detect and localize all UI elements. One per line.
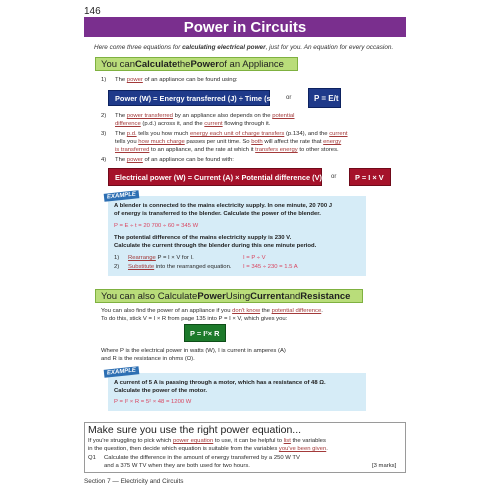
text: (p.134), and the xyxy=(284,131,330,137)
example-step-1 xyxy=(114,255,194,261)
section-heading-current-resistance xyxy=(95,289,363,303)
text: in the question, then decide which equation is suitable from the variables xyxy=(88,446,279,452)
both-link[interactable]: both xyxy=(251,139,263,145)
text: The xyxy=(115,113,127,119)
text: The xyxy=(115,157,127,163)
heading-bold: Power xyxy=(197,290,226,302)
tip-line-2 xyxy=(88,446,328,452)
example-answer: P = I² × R = 5² × 48 = 1200 W xyxy=(114,399,192,405)
text: to use, it can be helpful to xyxy=(213,438,284,444)
heading-bold: Power xyxy=(190,58,219,70)
point-2 xyxy=(101,113,295,119)
page-number: 146 xyxy=(84,6,101,17)
page-title: Power in Circuits xyxy=(84,17,406,37)
power-link[interactable]: power xyxy=(126,157,143,163)
heading-bold: Current xyxy=(250,290,285,302)
example-question: Calculate the current through the blender during this one minute period. xyxy=(114,243,317,249)
example-question: A blender is connected to the mains electricity supply. In one minute, 20 700 J xyxy=(114,203,333,209)
text: . xyxy=(326,446,328,452)
potential-link[interactable]: potential xyxy=(272,113,295,119)
example-tag: EXAMPLE xyxy=(104,190,140,202)
heading-part: the xyxy=(177,58,191,70)
section2-line-1 xyxy=(101,308,323,314)
text: . xyxy=(321,308,323,314)
point-number: 4) xyxy=(101,157,107,163)
example-step-2 xyxy=(114,264,232,270)
potential-difference-link[interactable]: potential difference xyxy=(271,308,322,314)
given-link[interactable]: you've been given xyxy=(278,446,327,452)
text: into the rearranged equation. xyxy=(154,264,232,270)
step-number: 2) xyxy=(114,264,120,270)
point-number: 2) xyxy=(101,113,107,119)
intro-part: Here come three equations for xyxy=(94,44,183,51)
energy-link[interactable]: energy xyxy=(323,139,342,145)
tip-line-1 xyxy=(88,438,326,444)
current-link[interactable]: current xyxy=(204,121,223,127)
intro-part: , just for you. An equation for every occasion. xyxy=(265,44,394,51)
tip-title: Make sure you use the right power equation... xyxy=(88,424,302,436)
section2-line-3: Where P is the electrical power in watts (W), I is current in amperes (A) xyxy=(101,348,286,354)
heading-part: and xyxy=(284,290,301,302)
text: (p.d.) across it, and the xyxy=(140,121,205,127)
formula-p-iv: P = I × V xyxy=(349,168,391,186)
text: P = I × V for I. xyxy=(155,255,194,261)
footer-section-label: Section 7 — Electricity and Circuits xyxy=(84,478,184,485)
power-transferred-link[interactable]: power transferred xyxy=(126,113,173,119)
point-number: 3) xyxy=(101,131,107,137)
pd-link[interactable]: p.d. xyxy=(126,131,137,137)
text: The xyxy=(115,131,127,137)
point-3 xyxy=(101,131,348,137)
intro-emphasis: calculating electrical power xyxy=(182,44,266,51)
power-link[interactable]: power xyxy=(126,77,143,83)
point-number: 1) xyxy=(101,77,107,83)
how-much-charge-link[interactable]: how much charge xyxy=(138,139,185,145)
example-question: Calculate the power of the motor. xyxy=(114,388,207,394)
text: will affect the rate that xyxy=(262,139,324,145)
text: passes per unit time. So xyxy=(184,139,252,145)
example-tag: EXAMPLE xyxy=(104,366,140,378)
text: flowing through it. xyxy=(222,121,271,127)
dont-know-link[interactable]: don't know xyxy=(232,308,261,314)
question-marks: [3 marks] xyxy=(372,463,397,469)
step-1-result: I = P ÷ V xyxy=(243,255,266,261)
heading-part: Using xyxy=(225,290,251,302)
is-transferred-link[interactable]: is transferred xyxy=(115,147,150,153)
difference-link[interactable]: difference xyxy=(115,121,141,127)
example-question: A current of 5 A is passing through a motor, which has a resistance of 48 Ω. xyxy=(114,380,326,386)
point-2-cont xyxy=(115,121,270,127)
text: to other stores. xyxy=(297,147,339,153)
heading-part: You can also Calculate xyxy=(101,290,198,302)
current-link[interactable]: current xyxy=(329,131,348,137)
heading-bold: Resistance xyxy=(300,290,351,302)
energy-per-charge-link[interactable]: energy each unit of charge transfers xyxy=(190,131,285,137)
text: of an appliance can be found using: xyxy=(142,77,238,83)
heading-bold: Calculate xyxy=(135,58,178,70)
text: tells you xyxy=(115,139,139,145)
section2-line-4: and R is the resistance in ohms (Ω). xyxy=(101,356,195,362)
text: to an appliance, and the rate at which it xyxy=(149,147,256,153)
substitute-link[interactable]: Substitute xyxy=(128,264,155,270)
section2-line-2: To do this, stick V = I × R from page 135 into P = I × V, which gives you: xyxy=(101,316,288,322)
formula-p-e-over-t: P = E/t xyxy=(308,88,341,108)
or-label: or xyxy=(286,95,292,101)
example-answer: P = E ÷ t = 20 700 ÷ 60 = 345 W xyxy=(114,223,199,229)
heading-part: You can xyxy=(101,58,135,70)
text: by an appliance also depends on the xyxy=(172,113,273,119)
rearrange-link[interactable]: Rearrange xyxy=(128,255,156,261)
intro-text xyxy=(94,44,404,51)
text: You can also find the power of an appliance if you xyxy=(101,308,233,314)
text: the xyxy=(260,308,272,314)
heading-part: of an Appliance xyxy=(218,58,284,70)
text: the variables xyxy=(290,438,326,444)
example-question: of energy is transferred to the blender. Calculate the power of the blender. xyxy=(114,211,321,217)
step-number: 1) xyxy=(114,255,120,261)
point-4 xyxy=(101,157,234,163)
text: tells you how much xyxy=(136,131,190,137)
transfers-energy-link[interactable]: transfers energy xyxy=(255,147,298,153)
text: of an appliance can be found with: xyxy=(142,157,234,163)
text: The xyxy=(115,77,127,83)
question-number: Q1 xyxy=(88,455,96,461)
section-heading-calculate-power xyxy=(95,57,298,71)
step-2-result: I = 345 ÷ 230 = 1.5 A xyxy=(243,264,298,270)
example-question: The potential difference of the mains electricity supply is 230 V. xyxy=(114,235,292,241)
list-link[interactable]: list xyxy=(283,438,291,444)
power-equation-link[interactable]: power equation xyxy=(172,438,214,444)
point-3-cont xyxy=(115,139,341,145)
question-line-1: Calculate the difference in the amount of energy transferred by a 250 W TV xyxy=(104,455,300,461)
formula-energy-time: Power (W) = Energy transferred (J) ÷ Time (s) xyxy=(108,90,270,106)
formula-p-i2r: P = I²× R xyxy=(184,324,226,342)
or-label: or xyxy=(331,174,337,180)
text: If you're struggling to pick which xyxy=(88,438,173,444)
point-1 xyxy=(101,77,238,83)
point-3-cont2 xyxy=(115,147,339,153)
question-line-2: and a 375 W TV when they are both used for two hours. xyxy=(104,463,250,469)
formula-current-pd: Electrical power (W) = Current (A) × Potential difference (V) xyxy=(108,168,322,186)
